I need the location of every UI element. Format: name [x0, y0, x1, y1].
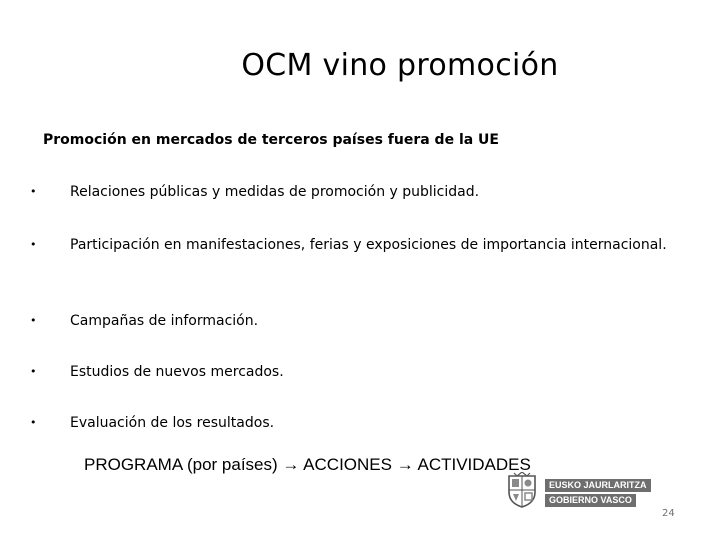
bullet-item: [30, 411, 675, 435]
bullet-item: [30, 233, 675, 257]
bullet-marker: •: [30, 365, 37, 378]
bullet-text: Participación en manifestaciones, ferias y exposiciones de importancia internacional.: [70, 237, 667, 253]
bullet-text: Estudios de nuevos mercados.: [70, 364, 284, 380]
bullet-marker: •: [30, 238, 37, 251]
coat-of-arms-icon: [505, 472, 539, 508]
program-flow-line: PROGRAMA (por países) → ACCIONES → ACTIVIDADES: [84, 455, 531, 474]
bullet-item: [30, 309, 675, 333]
logo-text-spanish: GOBIERNO VASCO: [545, 494, 636, 507]
bullet-marker: •: [30, 185, 37, 198]
slide-title: OCM vino promoción: [241, 48, 559, 83]
bullet-marker: •: [30, 416, 37, 429]
slide-subtitle: Promoción en mercados de terceros países fuera de la UE: [43, 132, 499, 148]
page-number: 24: [662, 508, 675, 519]
bullet-text: Relaciones públicas y medidas de promoción y publicidad.: [70, 184, 480, 200]
bullet-item: [30, 180, 675, 204]
logo-text-basque: EUSKO JAURLARITZA: [545, 479, 651, 492]
bullet-text: Campañas de información.: [70, 313, 259, 329]
bullet-marker: •: [30, 314, 37, 327]
gobierno-vasco-logo: [505, 470, 645, 510]
bullet-text: Evaluación de los resultados.: [70, 415, 275, 431]
bullet-item: [30, 360, 675, 384]
